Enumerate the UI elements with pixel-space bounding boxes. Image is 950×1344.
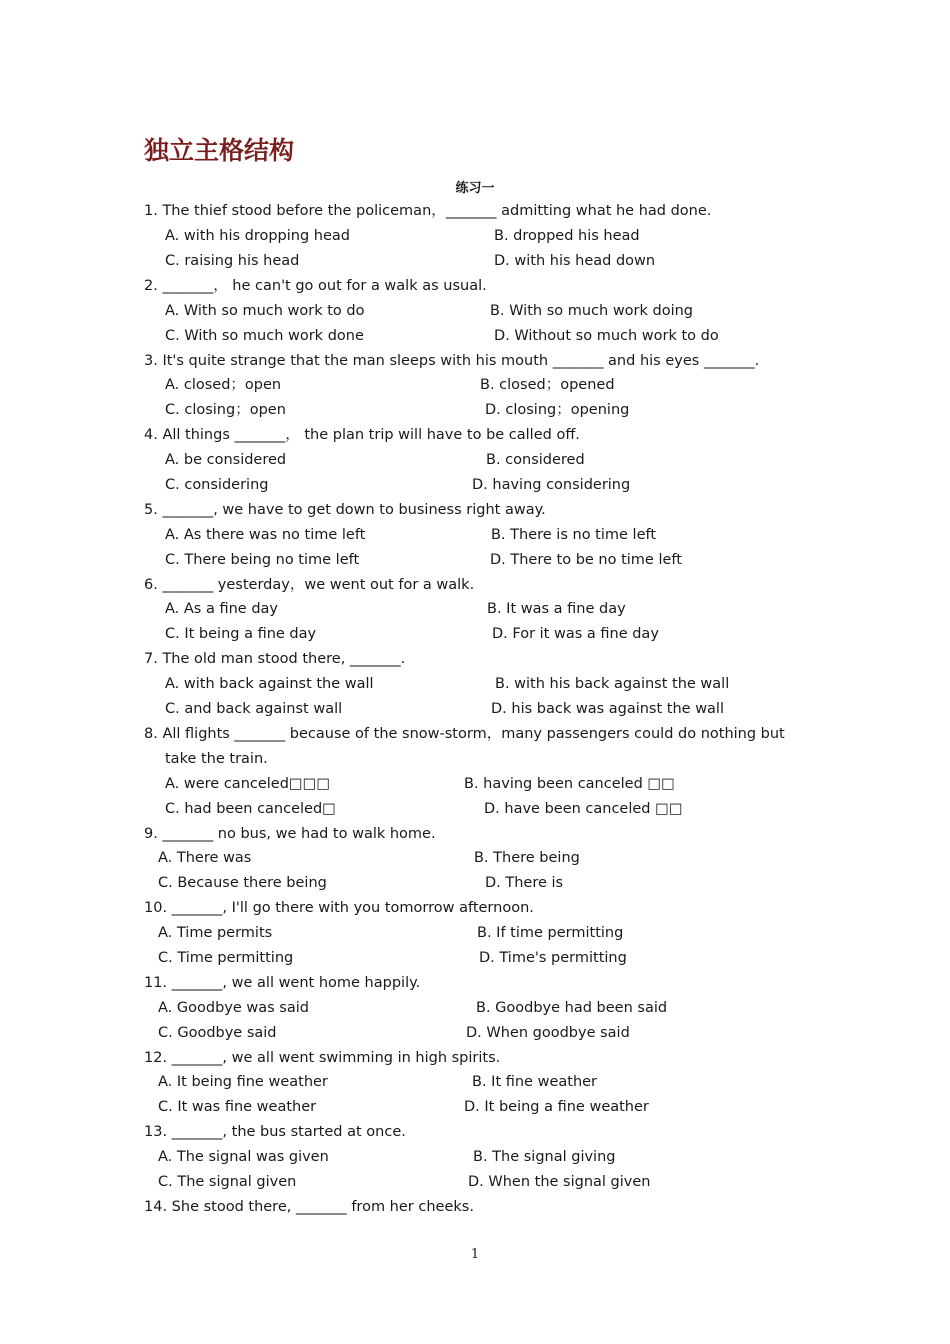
question-8-option-c: C. had been canceled□ <box>165 801 336 817</box>
question-2-option-b: B. With so much work doing <box>490 303 694 319</box>
question-13-option-a: A. The signal was given <box>158 1149 329 1165</box>
question-5-option-b: B. There is no time left <box>491 527 657 543</box>
question-6-option-c: C. It being a fine day <box>165 626 317 642</box>
question-11-option-b: B. Goodbye had been said <box>476 1000 668 1016</box>
question-8-stem-continued: take the train. <box>165 751 268 767</box>
question-8-option-a: A. were canceled□□□ <box>165 776 331 792</box>
question-3-option-b: B. closed；opened <box>480 377 615 393</box>
question-12-stem: 12. _______, we all went swimming in high spirits. <box>144 1050 501 1066</box>
question-9-option-a: A. There was <box>158 850 252 866</box>
question-7-option-a: A. with back against the wall <box>165 676 374 692</box>
question-12-option-c: C. It was fine weather <box>158 1099 317 1115</box>
question-7-option-d: D. his back was against the wall <box>491 701 724 717</box>
document-title: 独立主格结构 <box>144 136 295 165</box>
question-2-option-c: C. With so much work done <box>165 328 364 344</box>
question-12-option-a: A. It being fine weather <box>158 1074 328 1090</box>
question-10-option-a: A. Time permits <box>158 925 273 941</box>
question-1-option-d: D. with his head down <box>494 253 656 269</box>
question-11-option-c: C. Goodbye said <box>158 1025 277 1041</box>
question-2-option-a: A. With so much work to do <box>165 303 365 319</box>
question-9-option-b: B. There being <box>474 850 580 866</box>
question-6-option-d: D. For it was a fine day <box>492 626 659 642</box>
question-6-option-a: A. As a fine day <box>165 601 278 617</box>
question-12-option-b: B. It fine weather <box>472 1074 598 1090</box>
question-1-option-a: A. with his dropping head <box>165 228 350 244</box>
question-5-option-a: A. As there was no time left <box>165 527 366 543</box>
question-8-stem: 8. All flights _______ because of the snow-storm，many passengers could do nothing but <box>144 726 785 742</box>
question-1-stem: 1. The thief stood before the policeman，_______ admitting what he had done. <box>144 203 712 219</box>
question-13-stem: 13. _______, the bus started at once. <box>144 1124 406 1140</box>
question-10-option-b: B. If time permitting <box>477 925 624 941</box>
question-4-option-b: B. considered <box>486 452 585 468</box>
question-7-stem: 7. The old man stood there, _______. <box>144 651 406 667</box>
question-12-option-d: D. It being a fine weather <box>464 1099 649 1115</box>
question-8-option-b: B. having been canceled □□ <box>464 776 675 792</box>
question-11-option-d: D. When goodbye said <box>466 1025 630 1041</box>
question-10-option-c: C. Time permitting <box>158 950 294 966</box>
question-8-option-d: D. have been canceled □□ <box>484 801 683 817</box>
question-13-option-d: D. When the signal given <box>468 1174 651 1190</box>
question-4-option-d: D. having considering <box>472 477 631 493</box>
question-10-stem: 10. _______, I'll go there with you tomorrow afternoon. <box>144 900 534 916</box>
question-4-option-a: A. be considered <box>165 452 287 468</box>
question-13-option-b: B. The signal giving <box>473 1149 616 1165</box>
exercise-subtitle: 练习一 <box>455 181 495 196</box>
question-11-option-a: A. Goodbye was said <box>158 1000 309 1016</box>
question-5-option-c: C. There being no time left <box>165 552 360 568</box>
question-14-stem: 14. She stood there, _______ from her cheeks. <box>144 1199 474 1215</box>
question-10-option-d: D. Time's permitting <box>479 950 627 966</box>
question-2-option-d: D. Without so much work to do <box>494 328 719 344</box>
question-4-option-c: C. considering <box>165 477 269 493</box>
question-7-option-c: C. and back against wall <box>165 701 343 717</box>
question-3-option-c: C. closing；open <box>165 402 286 418</box>
question-5-stem: 5. _______, we have to get down to business right away. <box>144 502 546 518</box>
question-4-stem: 4. All things _______， the plan trip will have to be called off. <box>144 427 580 443</box>
question-7-option-b: B. with his back against the wall <box>495 676 730 692</box>
question-1-option-b: B. dropped his head <box>494 228 640 244</box>
question-9-option-d: D. There is <box>485 875 564 891</box>
question-9-option-c: C. Because there being <box>158 875 327 891</box>
question-6-option-b: B. It was a fine day <box>487 601 626 617</box>
question-3-stem: 3. It's quite strange that the man sleeps with his mouth _______ and his eyes _______. <box>144 353 760 369</box>
question-11-stem: 11. _______, we all went home happily. <box>144 975 421 991</box>
question-2-stem: 2. _______， he can't go out for a walk as usual. <box>144 278 487 294</box>
question-6-stem: 6. _______ yesterday，we went out for a walk. <box>144 577 475 593</box>
question-13-option-c: C. The signal given <box>158 1174 297 1190</box>
page-number: 1 <box>470 1247 480 1262</box>
question-9-stem: 9. _______ no bus, we had to walk home. <box>144 826 436 842</box>
question-3-option-a: A. closed；open <box>165 377 282 393</box>
question-3-option-d: D. closing；opening <box>485 402 630 418</box>
question-5-option-d: D. There to be no time left <box>490 552 682 568</box>
question-1-option-c: C. raising his head <box>165 253 300 269</box>
